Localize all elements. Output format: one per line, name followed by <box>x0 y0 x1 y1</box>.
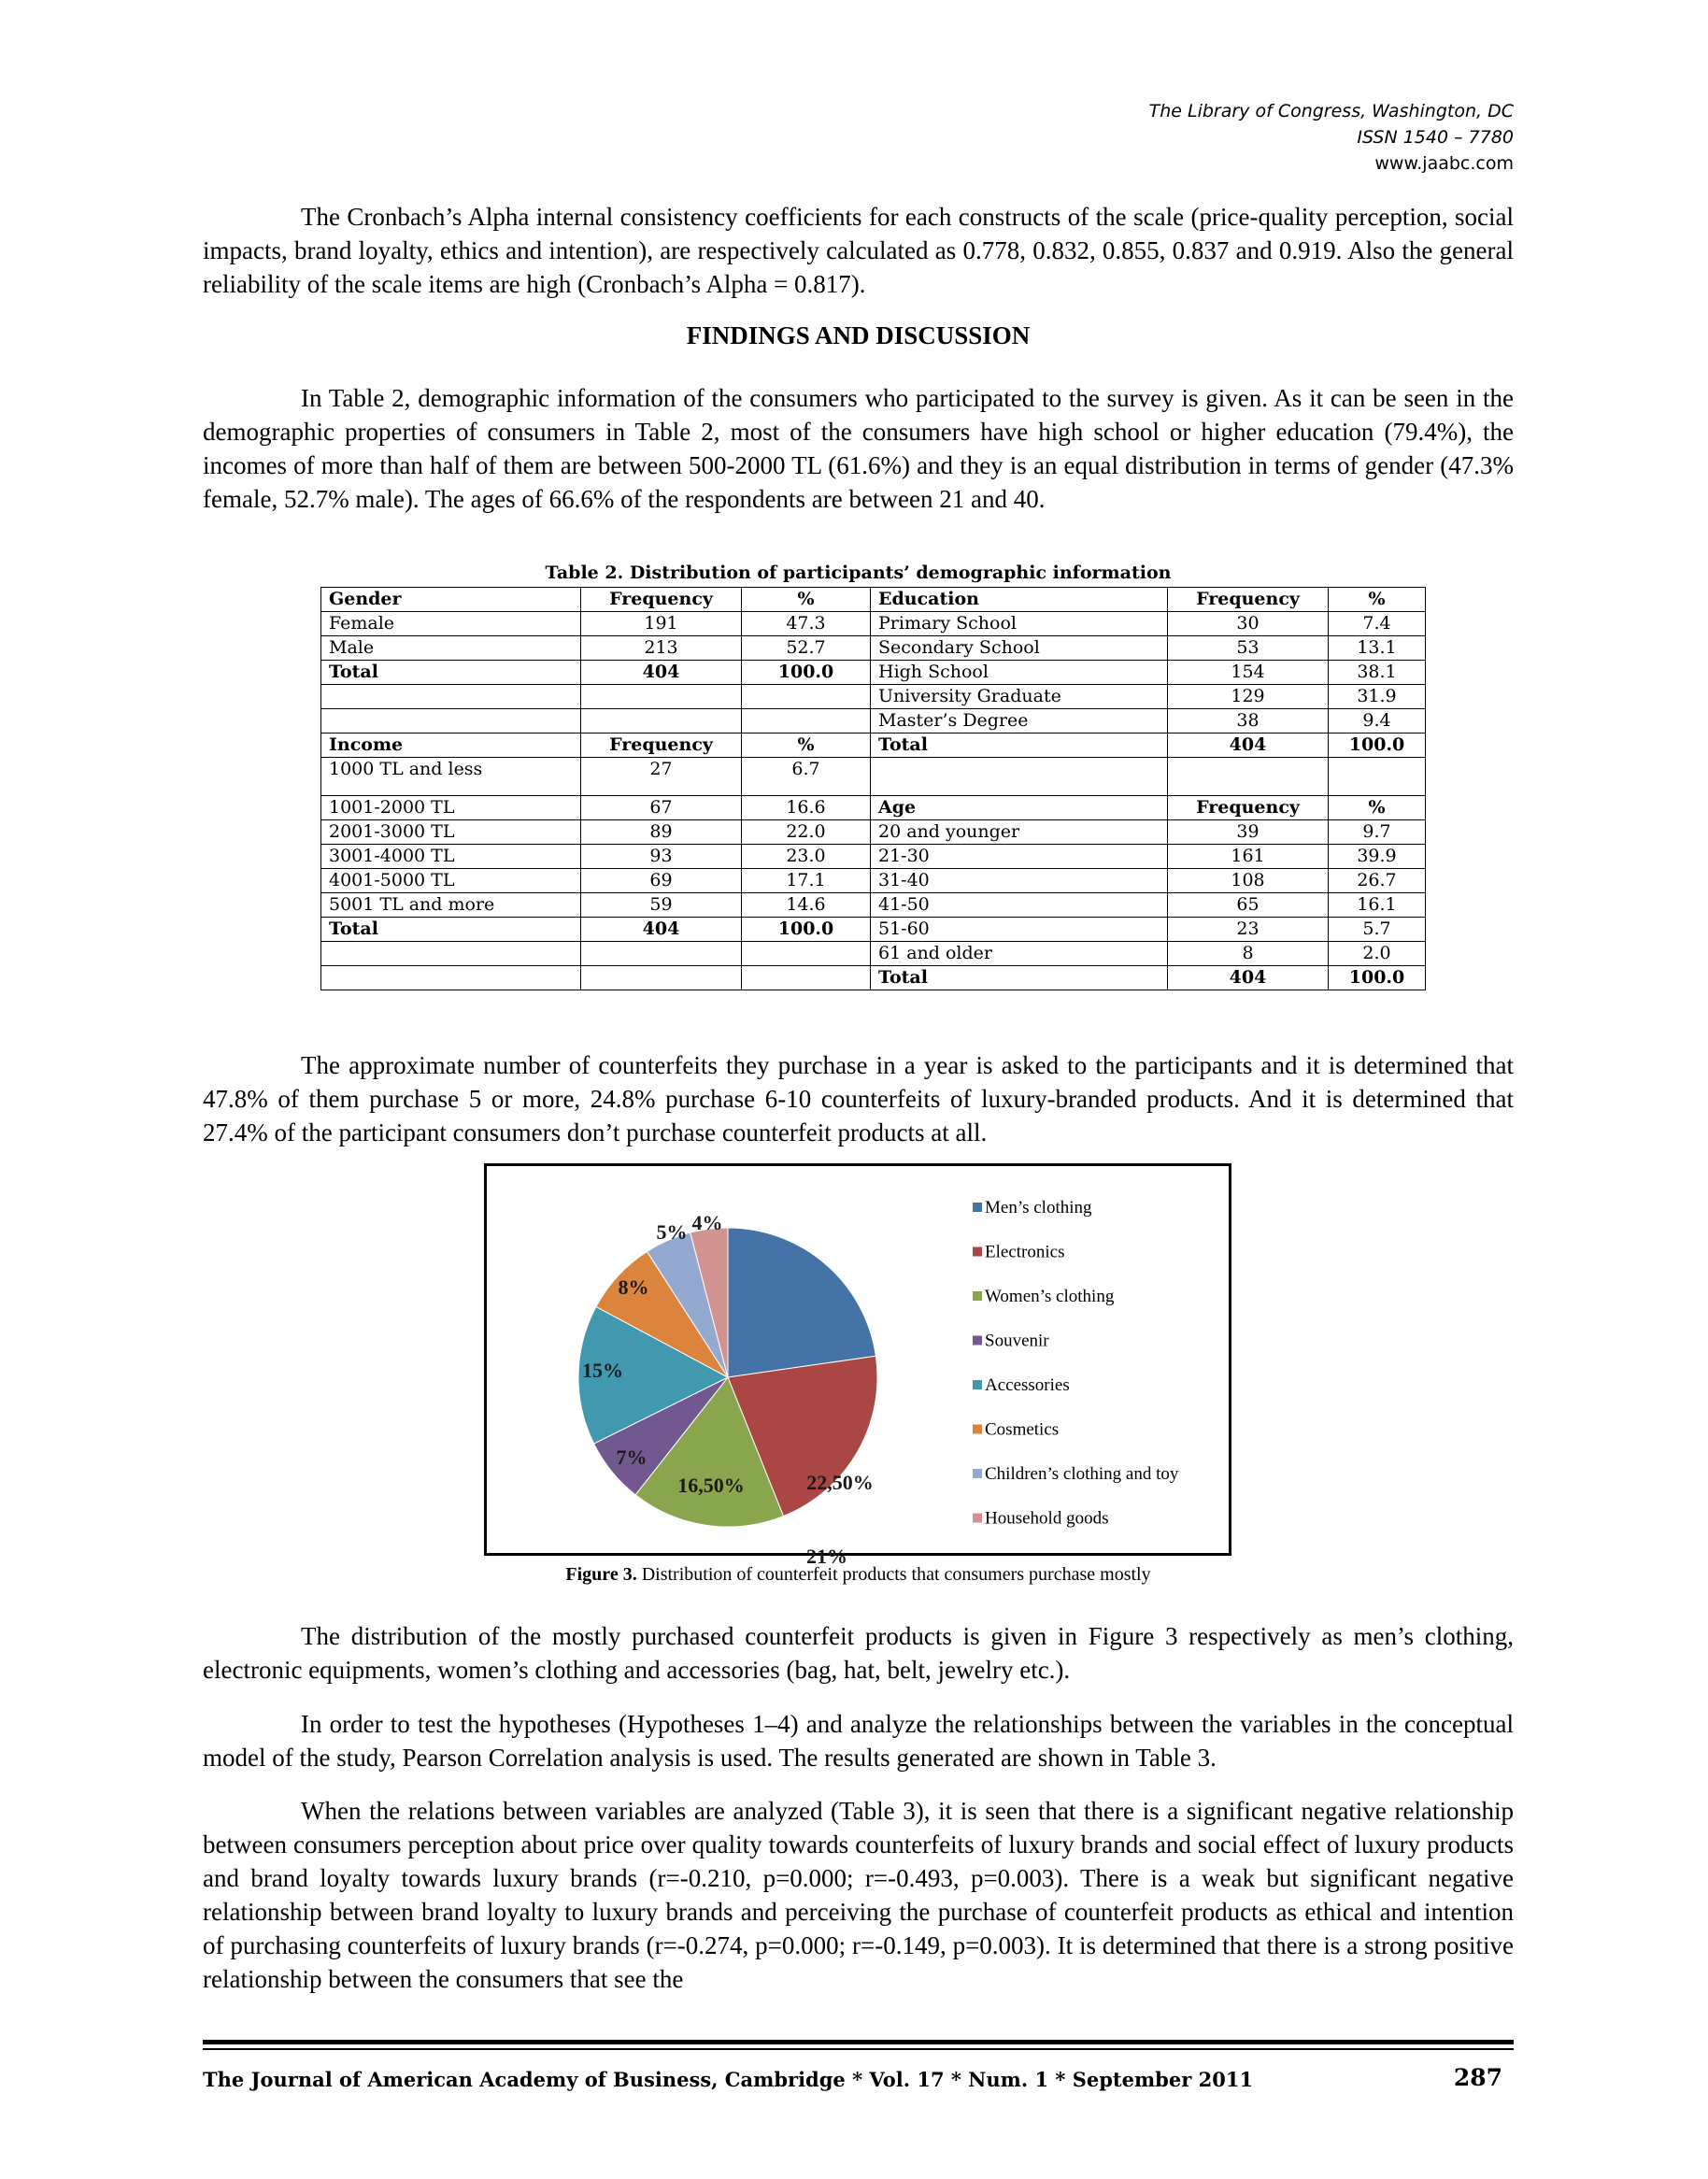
table-cell: Education <box>871 588 1168 612</box>
slice-data-label: 22,50% <box>806 1471 874 1495</box>
legend-swatch <box>973 1380 982 1389</box>
table-cell: 1000 TL and less <box>321 758 581 796</box>
table-cell: 6.7 <box>742 758 871 796</box>
header-line-2: ISSN 1540 – 7780 <box>1357 127 1514 148</box>
table-row <box>321 845 1426 869</box>
table-cell: 17.1 <box>742 869 871 893</box>
table-caption: Table 2. Distribution of participants’ demographic information <box>545 563 1172 583</box>
paragraph-5: In order to test the hypotheses (Hypotheses 1–4) and analyze the relationships between the variables in the conceptual model of the study, Pearson Correlation analysis is used. The results generated are shown in Table 3. <box>203 1710 1514 1772</box>
table-row <box>321 636 1426 661</box>
table-cell: University Graduate <box>871 685 1168 709</box>
table-cell: Total <box>871 733 1168 758</box>
table-cell: 59 <box>581 893 742 918</box>
table-cell: % <box>742 733 871 758</box>
legend-swatch <box>973 1247 982 1257</box>
table-cell: 3001-4000 TL <box>321 845 581 869</box>
table-cell: Female <box>321 612 581 636</box>
table-cell: 89 <box>581 820 742 845</box>
table-row <box>321 685 1426 709</box>
table-cell: 161 <box>1168 845 1329 869</box>
table-cell <box>321 966 581 990</box>
legend-label: Women’s clothing <box>985 1287 1115 1306</box>
table-cell <box>871 758 1168 796</box>
page-footer <box>203 2064 1514 2091</box>
table-cell: Income <box>321 733 581 758</box>
table-cell: % <box>1329 588 1426 612</box>
table-cell: 38 <box>1168 709 1329 733</box>
section-heading: FINDINGS AND DISCUSSION <box>686 321 1031 349</box>
table-cell <box>581 942 742 966</box>
table-cell <box>742 942 871 966</box>
table-row <box>321 918 1426 942</box>
table-cell: 51-60 <box>871 918 1168 942</box>
table-cell: Total <box>321 661 581 685</box>
table-cell: 20 and younger <box>871 820 1168 845</box>
table-cell: 9.4 <box>1329 709 1426 733</box>
table-cell <box>581 966 742 990</box>
slice-data-label: 4% <box>691 1211 723 1235</box>
table-cell <box>581 685 742 709</box>
table-cell: 404 <box>581 661 742 685</box>
paragraph-1: The Cronbach’s Alpha internal consistency coefficients for each constructs of the scale (price-quality perception, social impacts, brand loyalty, ethics and intention), are respectively calculated as 0.778, 0.832, 0.855, 0.837 and 0.919. Also the general reliability of the scale items are high (Cronbach’s Alpha = 0.817). <box>203 203 1514 298</box>
table-cell <box>321 685 581 709</box>
table-row <box>321 820 1426 845</box>
table-cell: 69 <box>581 869 742 893</box>
table-cell: High School <box>871 661 1168 685</box>
table-cell: 31-40 <box>871 869 1168 893</box>
legend-swatch <box>973 1514 982 1523</box>
table-cell: 2001-3000 TL <box>321 820 581 845</box>
table-cell <box>321 709 581 733</box>
table-cell: Frequency <box>581 733 742 758</box>
table-cell: 191 <box>581 612 742 636</box>
table-cell: 8 <box>1168 942 1329 966</box>
table-cell: 5001 TL and more <box>321 893 581 918</box>
table-cell <box>1329 758 1426 796</box>
table-cell: 100.0 <box>1329 733 1426 758</box>
table-cell: Total <box>871 966 1168 990</box>
table-cell: 61 and older <box>871 942 1168 966</box>
slice-data-label: 5% <box>656 1220 688 1245</box>
legend-label: Electronics <box>985 1242 1065 1262</box>
table-cell: 23.0 <box>742 845 871 869</box>
pie-chart-frame <box>484 1163 1231 1569</box>
table-cell: 4001-5000 TL <box>321 869 581 893</box>
paragraph-6: When the relations between variables are analyzed (Table 3), it is seen that there is a significant negative relationship between consumers perception about price over quality towards counterfeits of luxury brands and social effect of luxury products and brand loyalty towards luxury brands (r=-0.210, p=0.000; r=-0.493, p=0.003). There is a weak but significant negative relationship between brand loyalty to luxury brands and perceiving the purchase of counterfeit products as ethical and intention of purchasing counterfeits of luxury brands (r=-0.274, p=0.000; r=-0.149, p=0.003). It is determined that there is a strong positive relationship between the consumers that see the <box>203 1797 1514 1993</box>
figure-caption: Figure 3. Distribution of counterfeit products that consumers purchase mostly <box>565 1564 1151 1585</box>
table-cell: Male <box>321 636 581 661</box>
table-cell: 1001-2000 TL <box>321 796 581 820</box>
legend-label: Children’s clothing and toy <box>985 1464 1179 1484</box>
table-cell: 404 <box>581 918 742 942</box>
table-cell: 7.4 <box>1329 612 1426 636</box>
table-row <box>321 661 1426 685</box>
table-cell: 27 <box>581 758 742 796</box>
demographics-table <box>320 587 1426 990</box>
table-cell: 100.0 <box>742 661 871 685</box>
paragraph-2: In Table 2, demographic information of the consumers who participated to the survey is given. As it can be seen in the demographic properties of consumers in Table 2, most of the consumers have high school or higher education (79.4%), the incomes of more than half of them are between 500-2000 TL (61.6%) and they is an equal distribution in terms of gender (47.3% female, 52.7% male). The ages of 66.6% of the respondents are between 21 and 40. <box>203 384 1514 513</box>
table-cell: 100.0 <box>742 918 871 942</box>
table-cell: 47.3 <box>742 612 871 636</box>
table-cell: 67 <box>581 796 742 820</box>
footer-rule-thin <box>203 2048 1514 2050</box>
table-cell <box>742 685 871 709</box>
paragraph-3: The approximate number of counterfeits they purchase in a year is asked to the participants and it is determined that 47.8% of them purchase 5 or more, 24.8% purchase 6-10 counterfeits of luxury-branded products. And it is determined that 27.4% of the participant consumers don’t purchase counterfeit products at all. <box>203 1051 1514 1146</box>
table-cell: % <box>1329 796 1426 820</box>
table-cell: 65 <box>1168 893 1329 918</box>
slice-data-label: 15% <box>582 1359 623 1383</box>
table-cell: % <box>742 588 871 612</box>
table-cell: 39.9 <box>1329 845 1426 869</box>
table-cell: 5.7 <box>1329 918 1426 942</box>
table-row <box>321 796 1426 820</box>
table-cell: Gender <box>321 588 581 612</box>
table-cell: 129 <box>1168 685 1329 709</box>
legend-swatch <box>973 1425 982 1434</box>
table-row <box>321 588 1426 612</box>
table-row <box>321 758 1426 796</box>
legend-label: Accessories <box>985 1375 1070 1395</box>
slice-data-label: 8% <box>618 1275 649 1300</box>
table-cell: 404 <box>1168 966 1329 990</box>
table-row <box>321 709 1426 733</box>
table-cell: 213 <box>581 636 742 661</box>
table-row <box>321 966 1426 990</box>
table-cell: 14.6 <box>742 893 871 918</box>
table-cell: 154 <box>1168 661 1329 685</box>
legend-swatch <box>973 1336 982 1346</box>
running-header <box>1149 98 1514 177</box>
table-cell: 2.0 <box>1329 942 1426 966</box>
table-cell: 52.7 <box>742 636 871 661</box>
slice-data-label: 16,50% <box>677 1474 745 1498</box>
table-cell: 31.9 <box>1329 685 1426 709</box>
table-row <box>321 893 1426 918</box>
table-cell: 108 <box>1168 869 1329 893</box>
pie-chart <box>487 1166 1229 1569</box>
pie-slice <box>728 1228 875 1377</box>
table-cell: 16.1 <box>1329 893 1426 918</box>
table-cell: 26.7 <box>1329 869 1426 893</box>
table-cell: 41-50 <box>871 893 1168 918</box>
table-cell: Frequency <box>1168 588 1329 612</box>
table-cell: 13.1 <box>1329 636 1426 661</box>
table-cell: Master’s Degree <box>871 709 1168 733</box>
table-row <box>321 733 1426 758</box>
legend-swatch <box>973 1203 982 1212</box>
table-row <box>321 869 1426 893</box>
table-cell: 21-30 <box>871 845 1168 869</box>
table-cell <box>1168 758 1329 796</box>
footer-rule-thick <box>203 2040 1514 2044</box>
legend-label: Household goods <box>985 1508 1109 1529</box>
table-cell: Secondary School <box>871 636 1168 661</box>
page-number: 287 <box>1453 2064 1502 2091</box>
table-cell: 93 <box>581 845 742 869</box>
slice-data-label: 7% <box>616 1446 648 1470</box>
legend-swatch <box>973 1291 982 1301</box>
header-url: www.jaabc.com <box>1374 153 1514 174</box>
slice-data-label: 21% <box>806 1545 847 1569</box>
legend-label: Men’s clothing <box>985 1198 1092 1218</box>
table-cell: 404 <box>1168 733 1329 758</box>
table-cell: 53 <box>1168 636 1329 661</box>
legend-swatch <box>973 1469 982 1478</box>
table-cell: Age <box>871 796 1168 820</box>
table-cell: 30 <box>1168 612 1329 636</box>
table-cell <box>742 709 871 733</box>
legend-label: Souvenir <box>985 1331 1049 1351</box>
table-cell: 38.1 <box>1329 661 1426 685</box>
table-row <box>321 612 1426 636</box>
table-cell: 100.0 <box>1329 966 1426 990</box>
table-cell: 16.6 <box>742 796 871 820</box>
legend-label: Cosmetics <box>985 1419 1060 1440</box>
table-cell: Total <box>321 918 581 942</box>
table-cell: 22.0 <box>742 820 871 845</box>
table-cell: 23 <box>1168 918 1329 942</box>
table-cell: Primary School <box>871 612 1168 636</box>
paragraph-4: The distribution of the mostly purchased counterfeit products is given in Figure 3 respectively as men’s clothing, electronic equipments, women’s clothing and accessories (bag, hat, belt, jewelry etc.). <box>203 1622 1514 1684</box>
journal-citation: The Journal of American Academy of Business, Cambridge * Vol. 17 * Num. 1 * September 2011 <box>203 2068 1254 2091</box>
table-cell: Frequency <box>1168 796 1329 820</box>
table-cell <box>581 709 742 733</box>
table-cell: Frequency <box>581 588 742 612</box>
table-row <box>321 942 1426 966</box>
header-line-1: The Library of Congress, Washington, DC <box>1148 101 1514 121</box>
table-cell: 9.7 <box>1329 820 1426 845</box>
table-cell <box>321 942 581 966</box>
table-cell: 39 <box>1168 820 1329 845</box>
table-cell <box>742 966 871 990</box>
